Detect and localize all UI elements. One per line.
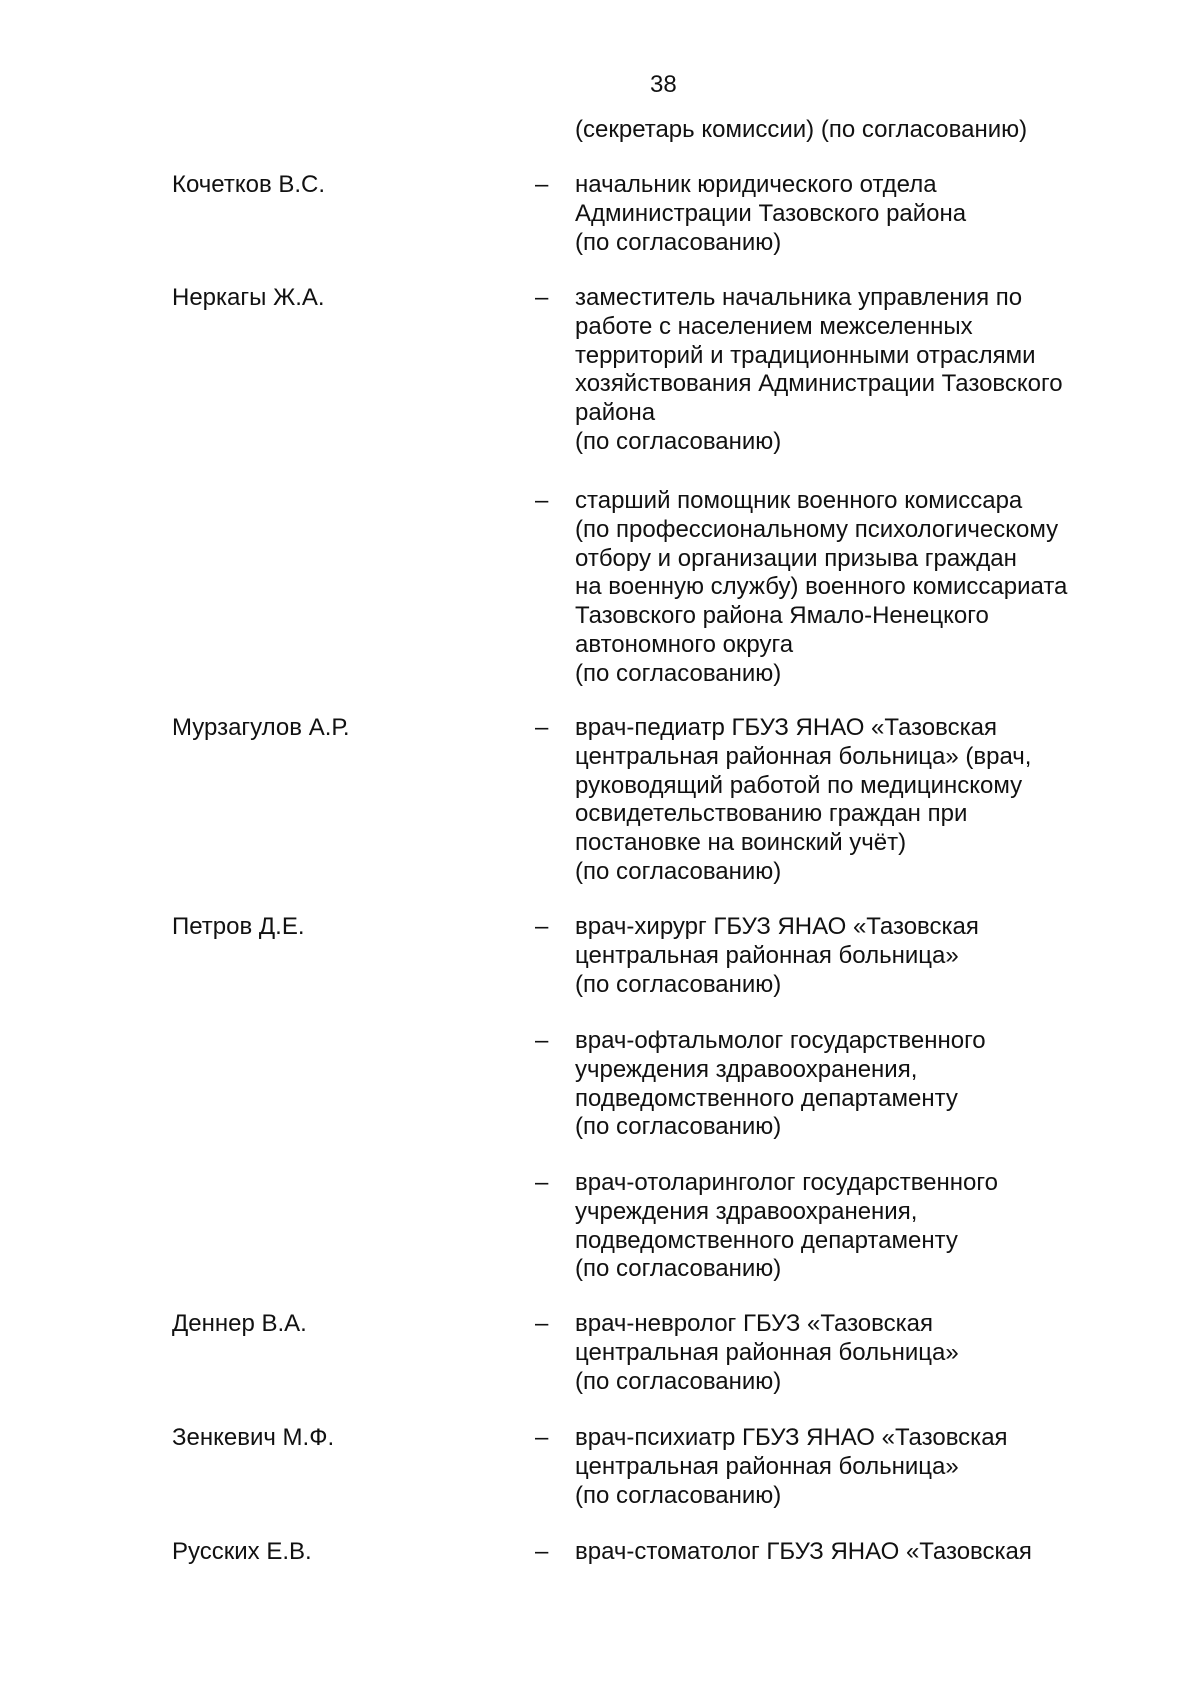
member-position <box>575 1310 1135 1396</box>
position-line: учреждения здравоохранения, <box>575 1055 918 1083</box>
dash-separator: – <box>535 284 549 311</box>
position-line: (по профессиональному психологическому <box>575 515 1059 543</box>
member-name: Русских Е.В. <box>172 1538 312 1565</box>
position-line: отбору и организации призыва граждан <box>575 544 1017 572</box>
position-line: (по согласованию) <box>575 1113 782 1141</box>
position-line: врач-офтальмолог государственного <box>575 1027 986 1054</box>
member-name: Петров Д.Е. <box>172 913 305 940</box>
position-line: (по согласованию) <box>575 857 782 885</box>
member-position <box>575 913 1135 999</box>
dash-separator: – <box>535 1027 549 1054</box>
dash-separator: – <box>535 1310 549 1337</box>
position-line: (по согласованию) <box>575 659 782 687</box>
position-line: территорий и традиционными отраслями <box>575 341 1036 369</box>
position-line: врач-психиатр ГБУЗ ЯНАО «Тазовская <box>575 1424 1008 1451</box>
position-line: (по согласованию) <box>575 228 782 256</box>
position-line: работе с населением межселенных <box>575 312 973 340</box>
position-line: врач-отоларинголог государственного <box>575 1169 998 1196</box>
position-line: центральная районная больница» <box>575 941 959 969</box>
member-position <box>575 714 1135 887</box>
member-position <box>575 1538 1135 1567</box>
position-line: начальник юридического отдела <box>575 171 937 198</box>
position-line: старший помощник военного комиссара <box>575 487 1023 514</box>
member-name: Зенкевич М.Ф. <box>172 1424 335 1451</box>
member-position <box>575 1424 1135 1510</box>
dash-separator: – <box>535 1424 549 1451</box>
position-line: (по согласованию) <box>575 1367 782 1395</box>
position-line: врач-стоматолог ГБУЗ ЯНАО «Тазовская <box>575 1538 1032 1565</box>
dash-separator: – <box>535 171 549 198</box>
position-line: заместитель начальника управления по <box>575 284 1023 311</box>
member-position <box>575 1027 1135 1142</box>
position-line: подведомственного департаменту <box>575 1084 958 1112</box>
dash-separator: – <box>535 487 549 514</box>
position-line: учреждения здравоохранения, <box>575 1197 918 1225</box>
member-position <box>575 284 1135 457</box>
member-name: Неркагы Ж.А. <box>172 284 325 311</box>
member-position <box>575 171 1135 257</box>
position-line: центральная районная больница» <box>575 1452 959 1480</box>
position-line: (по согласованию) <box>575 1255 782 1283</box>
member-position <box>575 1169 1135 1284</box>
position-line: врач-невролог ГБУЗ «Тазовская <box>575 1310 933 1337</box>
member-name: Деннер В.А. <box>172 1310 307 1337</box>
position-line: хозяйствования Администрации Тазовского <box>575 370 1063 398</box>
position-line: Администрации Тазовского района <box>575 199 967 227</box>
dash-separator: – <box>535 714 549 741</box>
page-number: 38 <box>650 71 677 98</box>
dash-separator: – <box>535 913 549 940</box>
position-line: (по согласованию) <box>575 1481 782 1509</box>
member-name: Мурзагулов А.Р. <box>172 714 350 741</box>
member-name: Кочетков В.С. <box>172 171 326 198</box>
position-line: освидетельствованию граждан при <box>575 800 968 828</box>
position-line: (по согласованию) <box>575 427 782 455</box>
position-line: постановке на воинский учёт) <box>575 829 907 857</box>
member-position <box>575 487 1135 689</box>
position-line: на военную службу) военного комиссариата <box>575 573 1068 601</box>
position-line: врач-хирург ГБУЗ ЯНАО «Тазовская <box>575 913 979 940</box>
position-line: центральная районная больница» <box>575 1338 959 1366</box>
position-line: центральная районная больница» (врач, <box>575 742 1032 770</box>
position-line: района <box>575 399 656 427</box>
position-line: подведомственного департаменту <box>575 1226 958 1254</box>
position-line: врач-педиатр ГБУЗ ЯНАО «Тазовская <box>575 714 997 741</box>
dash-separator: – <box>535 1169 549 1196</box>
position-line: автономного округа <box>575 630 794 658</box>
dash-separator: – <box>535 1538 549 1565</box>
secretary-note: (секретарь комиссии) (по согласованию) <box>575 116 1028 143</box>
position-line: руководящий работой по медицинскому <box>575 771 1023 799</box>
position-line: (по согласованию) <box>575 970 782 998</box>
position-line: Тазовского района Ямало-Ненецкого <box>575 602 989 630</box>
